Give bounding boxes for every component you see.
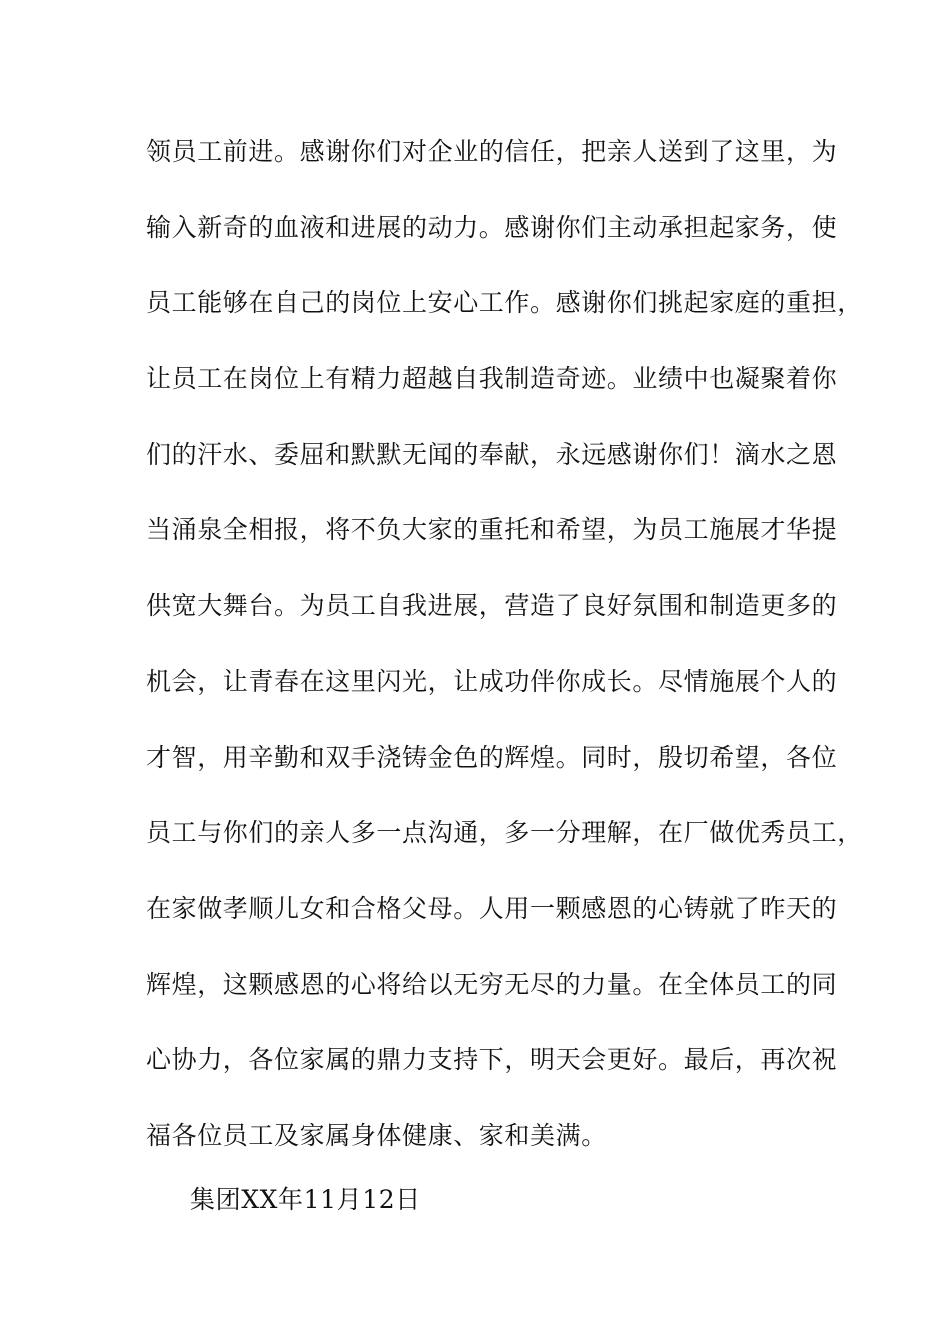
text-line: 辉煌，这颗感恩的心将给以无穷无尽的力量。在全体员工的同: [146, 969, 838, 999]
body-text: [146, 132, 863, 1192]
signature-date: 集团XX年11月12日: [190, 1185, 421, 1214]
text-line: 机会，让青春在这里闪光，让成功伴你成长。尽情施展个人的: [146, 666, 838, 696]
text-line: 当涌泉全相报，将不负大家的重托和希望，为员工施展才华提: [146, 515, 838, 545]
text-line: 们的汗水、委屈和默默无闻的奉献，永远感谢你们！滴水之恩: [146, 439, 838, 469]
text-line: 福各位员工及家属身体健康、家和美满。: [146, 1120, 607, 1150]
text-line: 在家做孝顺儿女和合格父母。人用一颗感恩的心铸就了昨天的: [146, 893, 838, 923]
text-line: 领员工前进。感谢你们对企业的信任，把亲人送到了这里，为: [146, 137, 838, 166]
text-line: 供宽大舞台。为员工自我进展，营造了良好氛围和制造更多的: [146, 591, 838, 621]
text-line: 员工能够在自己的岗位上安心工作。感谢你们挑起家庭的重担，: [146, 288, 863, 318]
text-line: 心协力，各位家属的鼎力支持下，明天会更好。最后，再次祝: [146, 1045, 838, 1075]
text-line: 让员工在岗位上有精力超越自我制造奇迹。业绩中也凝聚着你: [146, 364, 838, 394]
text-line: 输入新奇的血液和进展的动力。感谢你们主动承担起家务，使: [146, 212, 838, 242]
text-line: 员工与你们的亲人多一点沟通，多一分理解，在厂做优秀员工，: [146, 818, 863, 848]
text-line: 才智，用辛勤和双手浇铸金色的辉煌。同时，殷切希望，各位: [146, 742, 838, 772]
